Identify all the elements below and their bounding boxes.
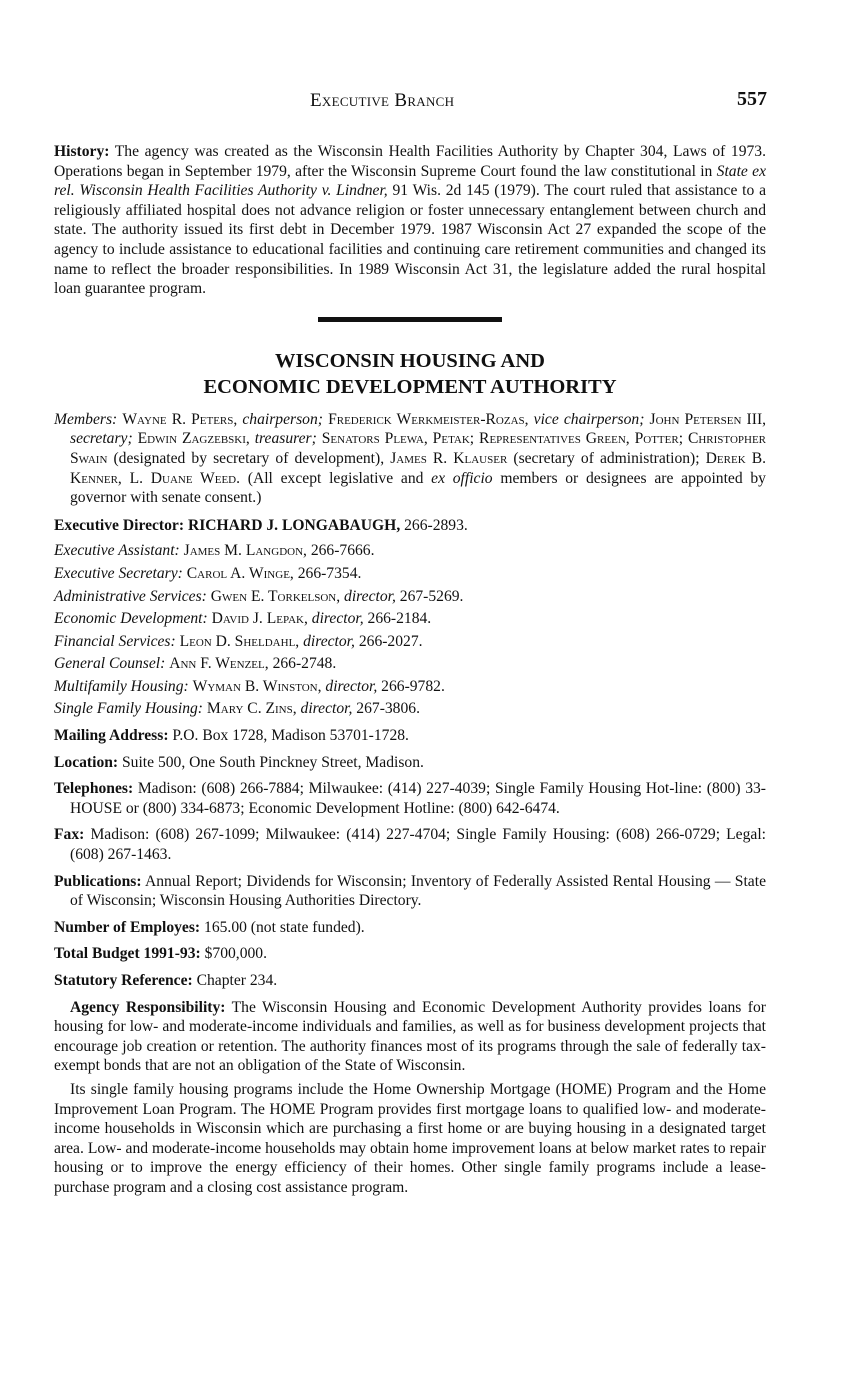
section-title-line-1: WISCONSIN HOUSING AND bbox=[275, 349, 545, 372]
member-names: Derek B. Kenner, L. Duane Weed. bbox=[70, 449, 767, 487]
total-budget bbox=[54, 944, 766, 964]
member-role: vice chairperson; bbox=[533, 410, 645, 428]
running-title: Executive Branch bbox=[310, 90, 455, 111]
staff-role: General Counsel: bbox=[54, 655, 166, 673]
budget-label: Total Budget 1991-93: bbox=[54, 945, 201, 963]
telephones bbox=[54, 779, 766, 818]
agency-responsibility-text: The Wisconsin Housing and Economic Development Authority provides loans for housing for low- and moderate-income individuals and families, as well as for business development projects that encourage job creation or retention. The authority finances most of its programs through the sale of federally tax-exempt bonds that are not an obligation of the State of Wisconsin. bbox=[54, 998, 766, 1075]
history-text-2: 91 Wis. 2d 145 (1979). The court ruled that assistance to a religiously affiliated hospital does not advance religion or foster unnecessary entanglement between church and state. The authority issued its first debt in December 1979. 1987 Wisconsin Act 27 expanded the scope of the agency to include assistance to educational facilities and continuing care retirement communities and changed its name to reflect the broader responsibilities. In 1989 Wisconsin Act 31, the legislature added the rural hospital loan guarantee program. bbox=[54, 182, 766, 298]
staff-name: James M. Langdon, bbox=[183, 542, 307, 560]
staff-role: Financial Services: bbox=[54, 632, 176, 650]
member-role: chairperson; bbox=[242, 410, 323, 428]
staff-row bbox=[54, 564, 766, 584]
staff-row bbox=[54, 699, 766, 719]
publications bbox=[54, 872, 766, 911]
member-role: treasurer; bbox=[254, 430, 317, 448]
staff-row bbox=[54, 541, 766, 561]
staff-row bbox=[54, 654, 766, 674]
fax-value: Madison: (608) 267-1099; Milwaukee: (414) 227-4704; Single Family Housing: (608) 266-0729; Legal: (608) 267-1463. bbox=[70, 826, 766, 864]
staff-role: Economic Development: bbox=[54, 610, 208, 628]
fax bbox=[54, 825, 766, 864]
number-of-employes bbox=[54, 918, 766, 938]
agency-responsibility-label: Agency Responsibility: bbox=[70, 998, 226, 1016]
staff-row bbox=[54, 609, 766, 629]
staff-phone: 266-7666. bbox=[310, 542, 375, 560]
staff-phone: 267-5269. bbox=[399, 587, 464, 605]
member-name: Frederick Werkmeister-Rozas, bbox=[328, 410, 529, 428]
member-role: secretary; bbox=[70, 430, 133, 448]
staff-phone: 266-2027. bbox=[358, 632, 423, 650]
staff-role: Multifamily Housing: bbox=[54, 677, 189, 695]
telephones-value: Madison: (608) 266-7884; Milwaukee: (414) 227-4039; Single Family Housing Hot-line: (800) 33-HOUSE or (800) 334-6873; Economic Development Hotline: (800) 642-6474. bbox=[70, 780, 766, 817]
section-divider bbox=[318, 317, 502, 322]
staff-name: Gwen E. Torkelson, bbox=[210, 587, 341, 605]
members-paragraph bbox=[54, 410, 766, 508]
staff-title: director, bbox=[300, 700, 353, 718]
single-family-paragraph: Its single family housing programs include the Home Ownership Mortgage (HOME) Program and the Home Improvement Loan Program. The HOME Program provides first mortgage loans to qualified low- and moderate-income households in Wisconsin which are purchasing a first home or are buying housing in a designated target area. Low- and moderate-income households may obtain home improvement loans at below market rates to repair housing or to improve the energy efficiency of their homes. Other single family programs include a lease-purchase program and a closing cost assistance program. bbox=[54, 1080, 766, 1196]
statutory-value: Chapter 234. bbox=[192, 972, 278, 989]
staff-name: Ann F. Wenzel, bbox=[169, 655, 269, 673]
location bbox=[54, 753, 766, 773]
section-title bbox=[54, 348, 766, 400]
staff-role: Administrative Services: bbox=[54, 587, 207, 605]
member-note: (secretary of administration); bbox=[513, 449, 700, 467]
location-label: Location: bbox=[54, 753, 119, 771]
running-header bbox=[0, 90, 859, 116]
staff-title: director, bbox=[311, 610, 364, 628]
staff-list bbox=[54, 541, 766, 719]
location-value: Suite 500, One South Pinckney Street, Madison. bbox=[118, 753, 424, 771]
agency-responsibility-paragraph bbox=[54, 998, 766, 1076]
staff-name: David J. Lepak, bbox=[211, 610, 308, 628]
member-note: (designated by secretary of development), bbox=[113, 449, 385, 467]
staff-name: Carol A. Winge, bbox=[186, 564, 294, 582]
staff-row bbox=[54, 677, 766, 697]
appointment-note-a: (All except legislative and bbox=[247, 469, 424, 487]
staff-title: director, bbox=[325, 677, 378, 695]
history-text-1: The agency was created as the Wisconsin Health Facilities Authority by Chapter 304, Laws of 1973. Operations began in September 1979, after the Wisconsin Supreme Court found the law constitutional in bbox=[54, 143, 766, 180]
staff-role: Single Family Housing: bbox=[54, 700, 203, 718]
executive-director-name: RICHARD J. LONGABAUGH, bbox=[187, 516, 401, 534]
page-number: 557 bbox=[737, 88, 767, 110]
employes-value: 165.00 (not state funded). bbox=[200, 918, 365, 936]
budget-value: $700,000. bbox=[200, 945, 267, 963]
member-name: James R. Klauser bbox=[390, 449, 508, 467]
appointment-note-b: ex officio bbox=[431, 469, 493, 487]
staff-name: Wyman B. Winston, bbox=[192, 677, 322, 695]
members-label: Members: bbox=[54, 410, 118, 428]
staff-title: director, bbox=[303, 632, 355, 650]
mailing-address bbox=[54, 726, 766, 746]
staff-name: Leon D. Sheldahl, bbox=[179, 632, 300, 650]
staff-row bbox=[54, 632, 766, 652]
staff-name: Mary C. Zins, bbox=[206, 700, 297, 718]
telephones-label: Telephones: bbox=[54, 780, 134, 798]
member-name: Edwin Zagzebski, bbox=[137, 430, 250, 448]
staff-phone: 266-9782. bbox=[381, 677, 445, 695]
staff-role: Executive Secretary: bbox=[54, 564, 183, 582]
section-title-line-2: ECONOMIC DEVELOPMENT AUTHORITY bbox=[203, 375, 617, 398]
staff-role: Executive Assistant: bbox=[54, 542, 180, 560]
staff-phone: 266-2184. bbox=[367, 610, 432, 628]
statutory-label: Statutory Reference: bbox=[54, 972, 193, 989]
appointment-note-c: members or designees are appointed by governor with senate consent.) bbox=[70, 469, 766, 507]
statutory-reference bbox=[54, 971, 766, 991]
mailing-address-label: Mailing Address: bbox=[54, 727, 169, 745]
member-name: John Petersen III, bbox=[649, 410, 767, 428]
staff-title: director, bbox=[344, 587, 396, 605]
executive-director-phone: 266-2893. bbox=[404, 516, 468, 534]
case-name: State ex rel. Wisconsin Health Facilities Authority v. Lindner, bbox=[54, 162, 767, 200]
publications-label: Publications: bbox=[54, 872, 142, 890]
executive-director-label: Executive Director: bbox=[54, 516, 185, 534]
fax-label: Fax: bbox=[54, 826, 85, 844]
page-content bbox=[54, 142, 766, 1198]
staff-phone: 266-2748. bbox=[272, 655, 337, 673]
staff-phone: 267-3806. bbox=[356, 700, 420, 718]
history-paragraph bbox=[54, 142, 766, 299]
staff-row bbox=[54, 587, 766, 607]
mailing-address-value: P.O. Box 1728, Madison 53701-1728. bbox=[168, 727, 409, 745]
executive-director bbox=[54, 516, 766, 536]
staff-phone: 266-7354. bbox=[297, 564, 362, 582]
history-label: History: bbox=[54, 143, 110, 160]
member-name: Wayne R. Peters, bbox=[122, 410, 238, 428]
publications-value: Annual Report; Dividends for Wisconsin; Inventory of Federally Assisted Rental Housing — State of Wisconsin; Wisconsin Housing Authorities Directory. bbox=[70, 872, 766, 910]
member-names: Senators Plewa, Petak; Representatives Green, Potter; Christopher Swain bbox=[70, 430, 767, 467]
employes-label: Number of Employes: bbox=[54, 918, 201, 936]
